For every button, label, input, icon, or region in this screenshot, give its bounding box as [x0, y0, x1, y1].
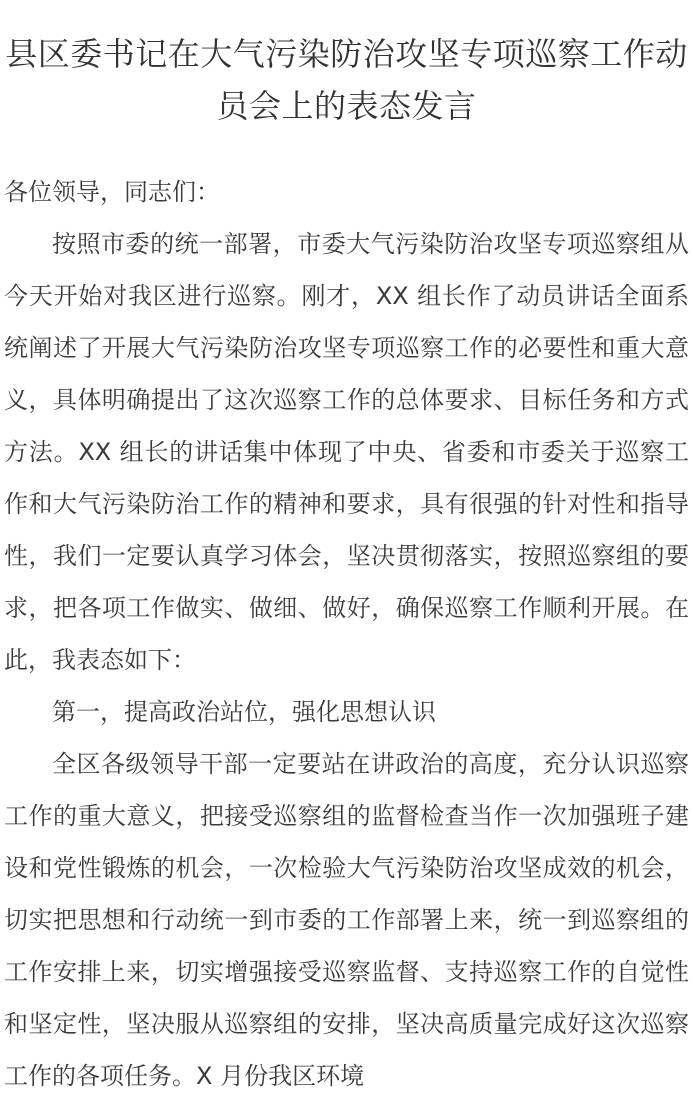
- document-body: [0, 166, 693, 1097]
- paragraph-intro: 按照市委的统一部署，市委大气污染防治攻坚专项巡察组从今天开始对我区进行巡察。刚才，XX 组长作了动员讲话全面系统阐述了开展大气污染防治攻坚专项巡察工作的必要性和重大意义，具体明确提出了这次巡察工作的总体要求、目标任务和方式方法。XX 组长的讲话集中体现了中央、省委和市委关于巡察工作和大气污染防治工作的精神和要求，具有很强的针对性和指导性，我们一定要认真学习体会，坚决贯彻落实，按照巡察组的要求，把各项工作做实、做细、做好，确保巡察工作顺利开展。在此，我表态如下：: [4, 230, 689, 674]
- paragraph-section-first: 全区各级领导干部一定要站在讲政治的高度，充分认识巡察工作的重大意义，把接受巡察组的监督检查当作一次加强班子建设和党性锻炼的机会，一次检验大气污染防治攻坚成效的机会，切实把思想和行动统一到市委的工作部署上来，统一到巡察组的工作安排上来，切实增强接受巡察监督、支持巡察工作的自觉性和坚定性，坚决服从巡察组的安排，坚决高质量完成好这次巡察工作的各项任务。X 月份我区环境: [4, 750, 689, 1090]
- document-title: 县区委书记在大气污染防治攻坚专项巡察工作动员会上的表态发言: [5, 35, 688, 125]
- section-heading-first: 第一，提高政治站位，强化思想认识: [52, 698, 436, 726]
- salutation: 各位领导，同志们：: [4, 178, 220, 206]
